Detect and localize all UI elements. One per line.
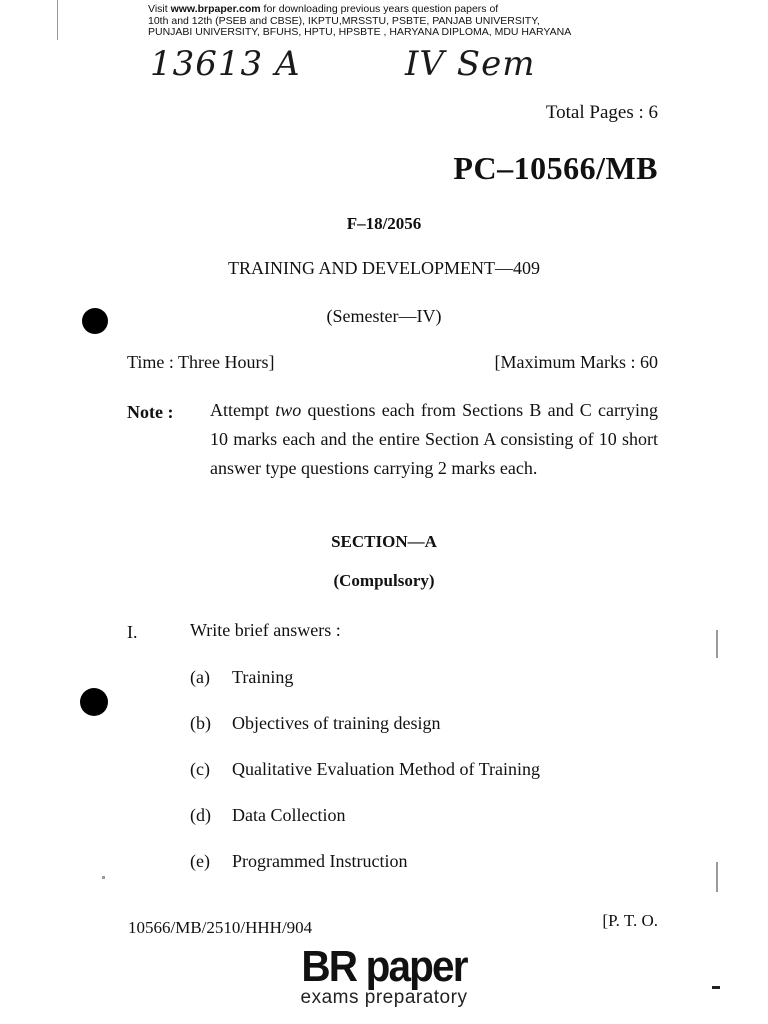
item-text: Qualitative Evaluation Method of Training [232, 759, 540, 779]
note-emphasis: two [275, 400, 302, 420]
scan-speck [716, 862, 718, 892]
brpaper-logo [0, 942, 768, 1008]
punch-hole-icon [82, 308, 108, 334]
subject-title: TRAINING AND DEVELOPMENT—409 [228, 258, 540, 278]
item-label: (e) [190, 851, 210, 871]
please-turn-over: [P. T. O. [602, 911, 658, 930]
maximum-marks: [Maximum Marks : 60 [494, 352, 658, 372]
item-label: (c) [190, 759, 210, 779]
item-label: (d) [190, 805, 211, 825]
section-title: SECTION—A [331, 532, 437, 551]
scan-speck [102, 876, 105, 879]
scan-speck [712, 986, 720, 989]
handwritten-semester: IV Sem [405, 44, 536, 84]
note-text [210, 396, 658, 483]
item-text: Programmed Instruction [232, 851, 408, 871]
item-text: Data Collection [232, 805, 346, 825]
watermark-line-1 [148, 4, 668, 16]
item-label: (b) [190, 713, 211, 733]
question-item [190, 851, 407, 872]
item-label: (a) [190, 667, 210, 687]
question-prompt: Write brief answers : [190, 620, 341, 640]
scan-speck [716, 630, 718, 658]
handwritten-roll-number: 13613 A [150, 44, 301, 84]
semester-label: (Semester—IV) [326, 306, 442, 326]
section-subtitle: (Compulsory) [333, 571, 435, 590]
note-text-rest: questions each from Sections B and C carrying 10 marks each and the entire Section A consisting of 10 short answer type questions carrying 2 marks each. [210, 400, 658, 478]
question-item [190, 713, 440, 734]
logo-tagline: exams preparatory [300, 987, 468, 1008]
item-text: Training [232, 667, 294, 687]
item-text: Objectives of training design [232, 713, 441, 733]
watermark-site-link[interactable]: www.brpaper.com [170, 3, 261, 15]
watermark-line-3: PUNJABI UNIVERSITY, BFUHS, HPTU, HPSBTE , HARYANA DIPLOMA, MDU HARYANA [148, 26, 572, 38]
note-text-start: Attempt [210, 400, 276, 420]
punch-hole-icon [80, 688, 108, 716]
time-allowed: Time : Three Hours] [127, 352, 275, 372]
site-watermark [148, 4, 668, 39]
watermark-line-2: 10th and 12th (PSEB and CBSE), IKPTU,MRSSTU, PSBTE, PANJAB UNIVERSITY, [148, 14, 540, 27]
note-label: Note : [127, 402, 174, 422]
question-item [190, 805, 345, 826]
paper-code: PC–10566/MB [453, 150, 658, 186]
watermark-prefix: Visit [148, 3, 171, 15]
logo-brand: BR paper [301, 942, 467, 991]
question-item [190, 759, 540, 780]
watermark-suffix: for downloading previous years question papers of [260, 3, 499, 15]
footer-paper-code: 10566/MB/2510/HHH/904 [128, 918, 313, 937]
scan-edge-line [57, 0, 58, 40]
question-item [190, 667, 293, 688]
total-pages: Total Pages : 6 [545, 102, 658, 123]
form-code: F–18/2056 [346, 214, 422, 233]
question-number: I. [127, 622, 138, 642]
